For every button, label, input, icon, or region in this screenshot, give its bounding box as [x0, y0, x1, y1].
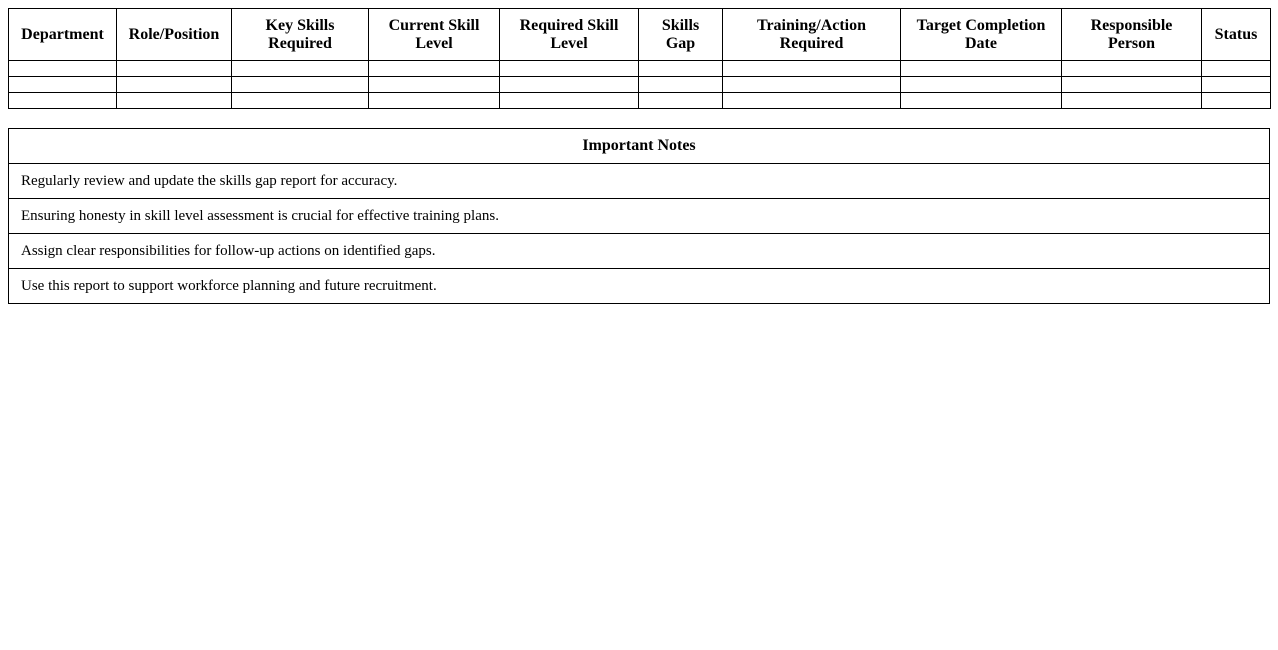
table-cell[interactable] — [500, 93, 639, 109]
table-cell[interactable] — [117, 61, 232, 77]
skills-gap-table — [8, 8, 1271, 109]
note-item: Regularly review and update the skills gap report for accuracy. — [9, 164, 1270, 199]
header-status: Status — [1202, 9, 1271, 61]
table-cell[interactable] — [901, 77, 1062, 93]
table-cell[interactable] — [369, 77, 500, 93]
header-key-skills-required: Key Skills Required — [232, 9, 369, 61]
table-cell[interactable] — [1202, 77, 1271, 93]
note-item: Ensuring honesty in skill level assessment is crucial for effective training plans. — [9, 199, 1270, 234]
table-header-row — [9, 9, 1271, 61]
table-cell[interactable] — [232, 61, 369, 77]
important-notes-table — [8, 128, 1270, 304]
notes-header-row — [9, 129, 1270, 164]
table-cell[interactable] — [369, 61, 500, 77]
table-cell[interactable] — [639, 93, 723, 109]
header-role-position: Role/Position — [117, 9, 232, 61]
table-cell[interactable] — [639, 77, 723, 93]
table-cell[interactable] — [1062, 93, 1202, 109]
note-row — [9, 234, 1270, 269]
table-cell[interactable] — [1062, 77, 1202, 93]
table-cell[interactable] — [639, 61, 723, 77]
note-row — [9, 164, 1270, 199]
note-item: Use this report to support workforce planning and future recruitment. — [9, 269, 1270, 304]
table-cell[interactable] — [723, 77, 901, 93]
table-cell[interactable] — [723, 61, 901, 77]
table-cell[interactable] — [1202, 93, 1271, 109]
table-cell[interactable] — [232, 77, 369, 93]
table-cell[interactable] — [901, 93, 1062, 109]
table-row — [9, 93, 1271, 109]
table-cell[interactable] — [9, 61, 117, 77]
report-page — [8, 8, 1270, 304]
table-row — [9, 77, 1271, 93]
notes-title: Important Notes — [9, 129, 1270, 164]
table-cell[interactable] — [9, 77, 117, 93]
table-cell[interactable] — [500, 77, 639, 93]
table-cell[interactable] — [901, 61, 1062, 77]
table-cell[interactable] — [1062, 61, 1202, 77]
table-cell[interactable] — [9, 93, 117, 109]
table-cell[interactable] — [369, 93, 500, 109]
note-row — [9, 199, 1270, 234]
header-department: Department — [9, 9, 117, 61]
table-row — [9, 61, 1271, 77]
table-cell[interactable] — [723, 93, 901, 109]
note-item: Assign clear responsibilities for follow-up actions on identified gaps. — [9, 234, 1270, 269]
header-training-action-required: Training/Action Required — [723, 9, 901, 61]
header-responsible-person: Responsible Person — [1062, 9, 1202, 61]
header-required-skill-level: Required Skill Level — [500, 9, 639, 61]
note-row — [9, 269, 1270, 304]
table-cell[interactable] — [500, 61, 639, 77]
header-skills-gap: Skills Gap — [639, 9, 723, 61]
table-cell[interactable] — [232, 93, 369, 109]
table-cell[interactable] — [117, 93, 232, 109]
header-current-skill-level: Current Skill Level — [369, 9, 500, 61]
header-target-completion-date: Target Completion Date — [901, 9, 1062, 61]
table-cell[interactable] — [117, 77, 232, 93]
table-cell[interactable] — [1202, 61, 1271, 77]
